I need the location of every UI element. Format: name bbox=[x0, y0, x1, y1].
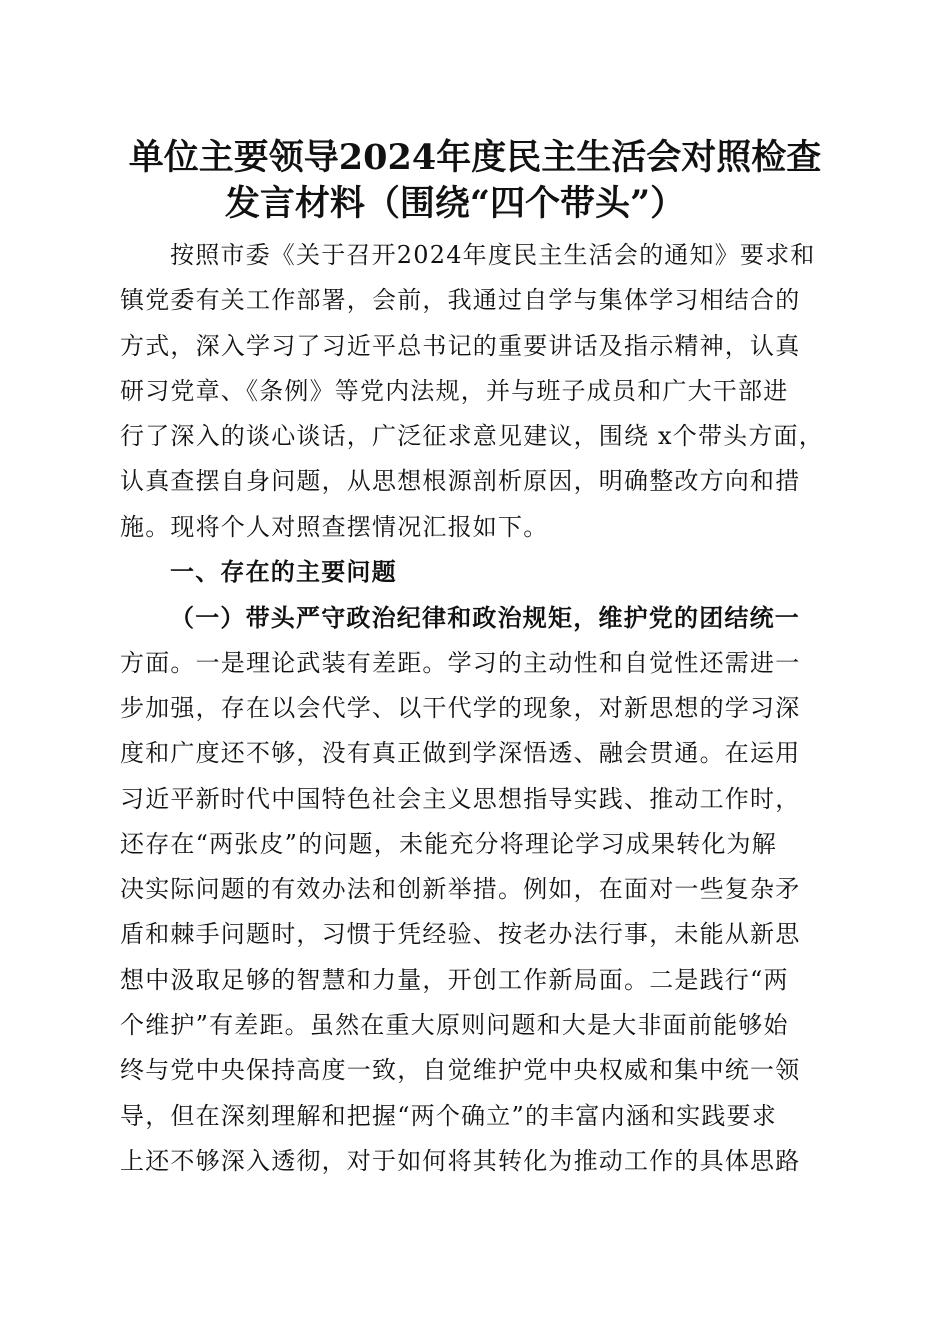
document-title-line-1: 单位主要领导2024年度民主生活会对照检查 bbox=[128, 137, 822, 178]
body-line: 还存在“两张皮”的问题，未能充分将理论学习成果转化为解 bbox=[120, 829, 777, 858]
body-line: 盾和棘手问题时，习惯于凭经验、按老办法行事，未能从新思 bbox=[120, 920, 801, 949]
body-line: 方式，深入学习了习近平总书记的重要讲话及指示精神，认真 bbox=[120, 331, 801, 360]
body-line: 终与党中央保持高度一致，自觉维护党中央权威和集中统一领 bbox=[120, 1056, 801, 1085]
subsection-heading: （一）带头严守政治纪律和政治规矩，维护党的团结统一 bbox=[170, 603, 800, 633]
body-line: 认真查摆自身问题，从思想根源剖析原因，明确整改方向和措 bbox=[120, 467, 801, 496]
body-line: 步加强，存在以会代学、以干代学的现象，对新思想的学习深 bbox=[120, 693, 801, 722]
body-line: 施。现将个人对照查摆情况汇报如下。 bbox=[120, 512, 549, 541]
body-line: 镇党委有关工作部署，会前，我通过自学与集体学习相结合的 bbox=[120, 286, 801, 315]
body-line: 上还不够深入透彻，对于如何将其转化为推动工作的具体思路 bbox=[120, 1146, 801, 1175]
body-line: 方面。一是理论武装有差距。学习的主动性和自觉性还需进一 bbox=[120, 648, 801, 677]
body-line: 研习党章、《条例》等党内法规，并与班子成员和广大干部进 bbox=[120, 376, 789, 405]
body-line: 行了深入的谈心谈话，广泛征求意见建议，围绕 x个带头方面， bbox=[120, 422, 824, 451]
document-body bbox=[120, 233, 828, 1184]
document-title-line-2: 发言材料（围绕“四个带头”） bbox=[224, 183, 686, 224]
body-line: 决实际问题的有效办法和创新举措。例如，在面对一些复杂矛 bbox=[120, 875, 801, 904]
section-heading: 一、存在的主要问题 bbox=[170, 558, 397, 587]
body-line: 习近平新时代中国特色社会主义思想指导实践、推动工作时， bbox=[120, 784, 801, 813]
body-line: 导，但在深刻理解和把握“两个确立”的丰富内涵和实践要求 bbox=[120, 1101, 777, 1130]
body-line: 按照市委《关于召开2024年度民主生活会的通知》要求和 bbox=[170, 241, 816, 269]
body-line: 想中汲取足够的智慧和力量，开创工作新局面。二是践行“两 bbox=[120, 965, 789, 994]
body-line: 个维护”有差距。虽然在重大原则问题和大是大非面前能够始 bbox=[120, 1011, 789, 1040]
body-line: 度和广度还不够，没有真正做到学深悟透、融会贯通。在运用 bbox=[120, 739, 801, 768]
